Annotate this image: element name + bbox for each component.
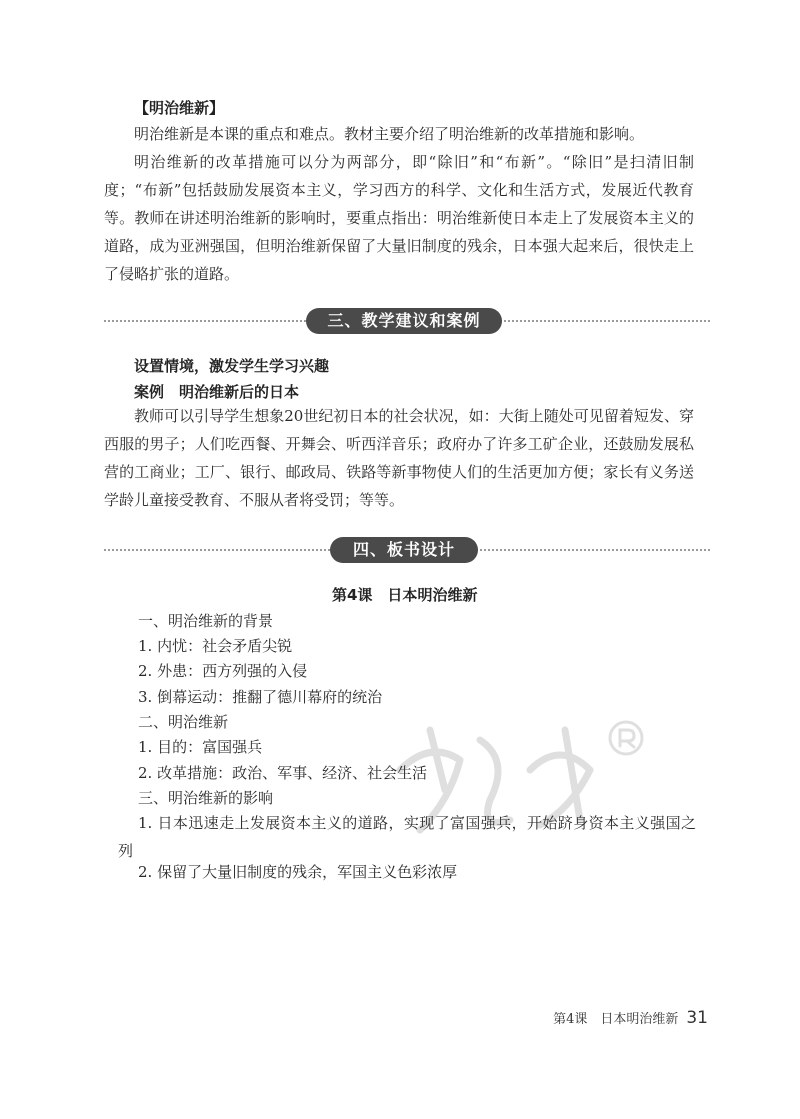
section-three-title: 三、教学建议和案例 bbox=[306, 308, 502, 334]
page-footer bbox=[553, 1008, 708, 1028]
board-line: 3. 倒幕运动：推翻了德川幕府的统治 bbox=[138, 688, 383, 706]
page-number: 31 bbox=[686, 1008, 708, 1028]
section-three-subheading: 设置情境，激发学生学习兴趣 bbox=[134, 357, 330, 375]
meiji-paragraph-2: 明治维新的改革措施可以分为两部分，即“除旧”和“布新”。“除旧”是扫清旧制度；“布新”包括鼓励发展资本主义，学习西方的科学、文化和生活方式，发展近代教育等。教师在讲述明治维新的影响时，要重点指出：明治维新使日本走上了发展资本主义的道路，成为亚洲强国，但明治维新保留了大量旧制度的残余，日本强大起来后，很快走上了侵略扩张的道路。 bbox=[104, 153, 694, 283]
section-four-bar bbox=[104, 537, 710, 563]
footer-lesson: 第4课 日本明治维新 bbox=[553, 1012, 679, 1027]
board-line: 二、明治维新 bbox=[138, 713, 229, 731]
board-line: 2. 改革措施：政治、军事、经济、社会生活 bbox=[138, 764, 428, 782]
case-paragraph: 教师可以引导学生想象20世纪初日本的社会状况，如：大街上随处可见留着短发、穿西服的男子；人们吃西餐、开舞会、听西洋音乐；政府办了许多工矿企业，还鼓励发展私营的工商业；工厂、银行、邮政局、铁路等新事物使人们的生活更加方便；家长有义务送学龄儿童接受教育、不服从者将受罚；等等。 bbox=[104, 407, 694, 509]
board-line: 2. 外患：西方列强的入侵 bbox=[138, 662, 308, 680]
section-three-bar bbox=[104, 308, 710, 334]
case-title: 案例 明治维新后的日本 bbox=[134, 383, 300, 401]
lesson-title: 第4课 日本明治维新 bbox=[332, 586, 478, 604]
meiji-heading: 【明治维新】 bbox=[134, 99, 225, 117]
board-line: 1. 内忧：社会矛盾尖锐 bbox=[138, 637, 293, 655]
board-line: 三、明治维新的影响 bbox=[138, 789, 274, 807]
board-line: 一、明治维新的背景 bbox=[138, 612, 274, 630]
board-line: 1. 目的：富国强兵 bbox=[138, 738, 263, 756]
board-line-wrapped: 1. 日本迅速走上发展资本主义的道路，实现了富国强兵，开始跻身资本主义强国之列 bbox=[118, 814, 696, 860]
meiji-paragraph-1: 明治维新是本课的重点和难点。教材主要介绍了明治维新的改革措施和影响。 bbox=[134, 125, 645, 143]
publisher-watermark bbox=[390, 700, 650, 850]
board-line: 2. 保留了大量旧制度的残余，军国主义色彩浓厚 bbox=[138, 863, 458, 881]
section-four-title: 四、板书设计 bbox=[330, 537, 478, 563]
